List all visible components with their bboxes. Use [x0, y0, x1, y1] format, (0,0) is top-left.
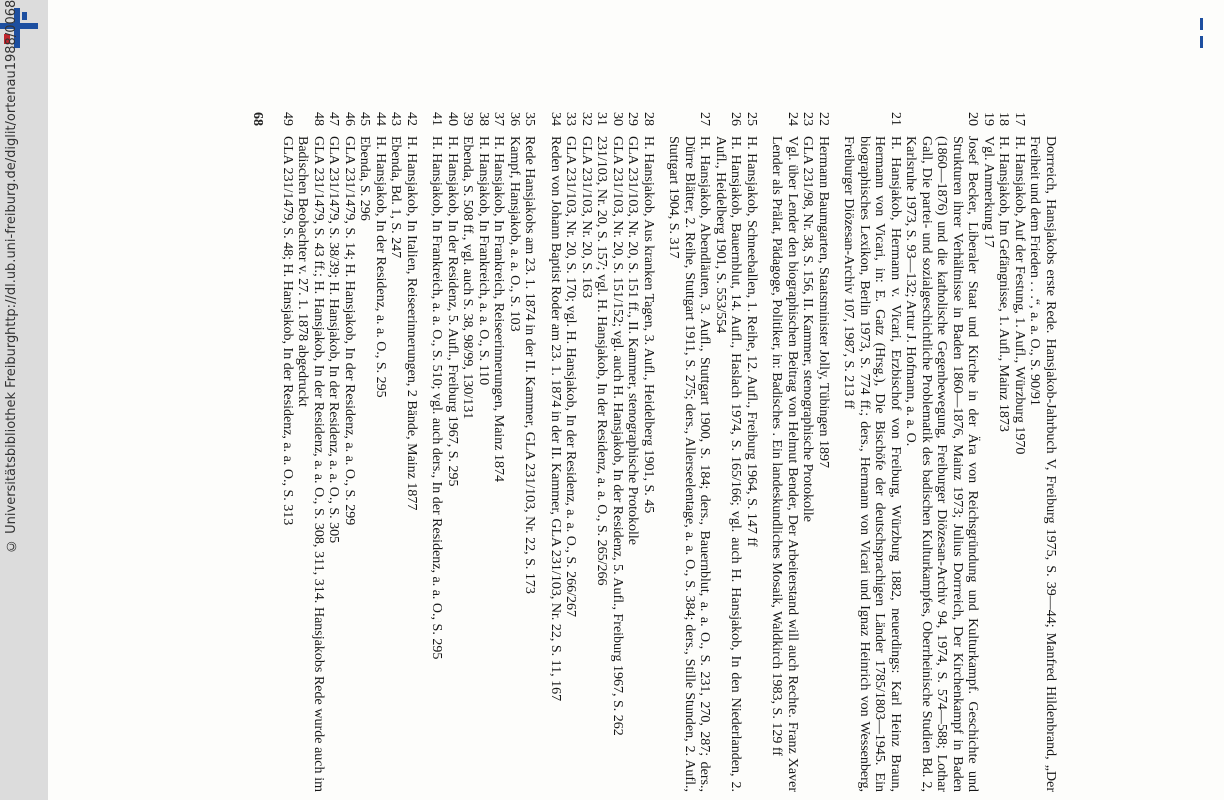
footnote-text: H. Hansjakob, Im Gefängnisse, 1. Aufl., Mainz 1873: [996, 136, 1012, 432]
footnote-number: 45: [357, 112, 373, 126]
footnote-text: GLA 231/103, Nr. 20, S. 170; vgl. H. Hansjakob, In der Residenz, a. a. O., S. 266/267: [563, 136, 579, 618]
footnote: [373, 112, 389, 792]
footnote-text: H. Hansjakob, Bauernblut, 14. Aufl., Haslach 1974, S. 165/166; vgl. auch H. Hansjakob, In den Niederlanden, 2. Aufl., Heidelberg 1901, S. 553/554: [713, 136, 744, 792]
footnote: [388, 112, 404, 792]
paragraph-gap: [538, 112, 548, 792]
footnote-text: GLA 231/1479, S. 38/39; H. Hansjakob, In der Residenz, a. a. O., S. 305: [326, 136, 342, 544]
footnote: [429, 112, 445, 792]
footnote: [1027, 112, 1058, 792]
footnote-number: 38: [476, 112, 491, 126]
scanned-page: [48, 0, 1210, 800]
footnote-number: 34: [548, 112, 563, 126]
sidebar-credits: [2, 0, 46, 800]
footnote-number: 40: [445, 112, 460, 126]
paragraph-gap: [656, 112, 666, 792]
footnote: [816, 112, 832, 792]
footnote: [445, 112, 461, 792]
footnote-text: H. Hansjakob, In der Residenz, 5. Aufl., Freiburg 1967, S. 295: [445, 136, 460, 487]
footnote-number: 26: [728, 112, 744, 126]
footnote-text: Josef Becker, Liberaler Staat und Kirche in der Ära von Reichsgründung und Kulturkampf. Geschichte und Strukturen ihrer Verhältnisse in Baden 1860—1876, Mainz 1973; Julius Dorrreich, Der Kirchenkampf in Baden (1860—1876) und die katholische Gegenbewegung, Freiburger Diözesan-Archiv 94, 1974, S. 574—588; Lothar Gall, Die partei- und sozialgeschichtliche Problematik des badischen Kulturkampfes, Oberrheinische Studien Bd. 2, Karlsruhe 1973, S. 93—132; Artur J. Hofmann, a. a. O.: [903, 136, 981, 792]
footnote-number: 19: [981, 112, 996, 126]
paragraph-gap: [759, 112, 769, 792]
footnote: [579, 112, 595, 792]
footnote-text: GLA 231/103, Nr. 20, S. 151/152; vgl. auch H. Hansjakob, In der Residenz, 5. Aufl., Freiburg 1967, S. 262: [610, 136, 625, 736]
footnote: [357, 112, 373, 792]
footnote-number: 37: [491, 112, 507, 126]
footnote-number: 33: [563, 112, 579, 126]
footnote-text: Ebenda, S. 296: [357, 136, 373, 221]
footnote-number: 44: [373, 112, 388, 126]
footnote-number: 46: [342, 112, 357, 126]
footnote-number: 17: [1012, 112, 1027, 126]
source-url[interactable]: http://dl.ub.uni-freiburg.de/diglit/ortenau1988/0068: [4, 0, 19, 336]
footnote-number: 18: [996, 112, 1012, 126]
viewer-sidebar: [0, 0, 48, 800]
footnote-number: 25: [744, 112, 759, 126]
footnote-number: 29: [625, 112, 641, 126]
footnote-number: 42: [404, 112, 419, 126]
footnote-number: 41: [429, 112, 445, 126]
footnote-text: H. Hansjakob, In Frankreich, a. a. O., S. 510; vgl. auch ders., In der Residenz, a. a. O., S. 295: [429, 136, 445, 660]
footnote: [713, 112, 744, 792]
copyright-notice: © Universitätsbibliothek Freiburg: [4, 335, 19, 554]
footnote: [342, 112, 358, 792]
footnote-text: Ebenda, Bd. 1, S. 247: [388, 136, 404, 259]
footnote-text: GLA 231/1479, S. 48; H. Hansjakob, In der Residenz, a. a. O., S. 313: [280, 136, 295, 526]
footnote-text: Reden von Johann Baptist Roder am 23. 1. 1874 in der II. Kammer, GLA 231/103, Nr. 22, S. 11, 167: [548, 136, 563, 702]
footnote-number: 28: [641, 112, 656, 126]
footnote-text: GLA 231/1479, S. 14; H. Hansjakob, In der Residenz, a. a. O., S. 299: [342, 136, 357, 526]
footnote: [460, 112, 476, 792]
footnote: [666, 112, 713, 792]
footnote: [522, 112, 538, 792]
footnote-text: H. Hansjakob, In Frankreich, Reiseerinnerungen, Mainz 1874: [491, 136, 507, 483]
footnote: [769, 112, 800, 792]
footnote-text: GLA 231/103, Nr. 20, S. 151 ff., II. Kammer, stenographische Protokolle: [625, 136, 641, 546]
page-edge-marks: [1200, 18, 1206, 54]
footnote: [548, 112, 564, 792]
footnote: [641, 112, 657, 792]
footnote: [404, 112, 420, 792]
footnote-text: Hermann Baumgarten, Staatsminister Jolly, Tübingen 1897: [816, 136, 831, 469]
footnote-text: Rede Hansjakobs am 23. 1. 1874 in der II. Kammer, GLA 231/103, Nr. 22, S. 173: [522, 136, 538, 594]
footnote-number: 20: [965, 112, 981, 126]
footnote-text: H. Hansjakob, Auf der Festung, 1. Aufl., Würzburg 1970: [1012, 136, 1027, 455]
footnote: [326, 112, 342, 792]
footnote-text: Vgl. Anmerkung 17: [981, 136, 996, 248]
footnote-number: 35: [522, 112, 538, 126]
footnote-text: Ebenda, S. 508 ff., vgl. auch S. 38, 98/99, 130/131: [460, 136, 476, 420]
footnote-text: H. Hansjakob, In Frankreich, a. a. O., S. 110: [476, 136, 491, 386]
footnote-number: 23: [800, 112, 816, 126]
footnote: [563, 112, 579, 792]
footnote: [903, 112, 981, 792]
footnote-number: 21: [888, 112, 903, 126]
footnote-text: GLA 231/98, Nr. 38, S. 156, II. Kammer, stenographische Protokolle: [800, 136, 816, 522]
footnotes-block: [250, 112, 1058, 792]
footnote-text: 231/103, Nr. 20, S. 157; vgl. H. Hansjakob, In der Residenz, a. a. O., S. 265/266: [594, 136, 610, 586]
footnote-number: 32: [579, 112, 594, 126]
footnote-number: 48: [311, 112, 326, 126]
footnote-number: 24: [785, 112, 800, 126]
footnote-text: GLA 231/1479, S. 43 ff.; H. Hansjakob, In der Residenz, a. a. O., S. 308, 311, 314. Hansjakobs Rede wurde auch im Badischen Beobachter v. 27. 1. 1878 abgedruckt: [295, 136, 326, 792]
footnote-number: 49: [280, 112, 295, 126]
footnote: [610, 112, 626, 792]
footnote: [594, 112, 610, 792]
footnote-text: H. Hansjakob, In Italien, Reiseerinnerungen, 2 Bände, Mainz 1877: [404, 136, 419, 511]
footnote-number: 27: [697, 112, 713, 126]
footnote-number: 47: [326, 112, 342, 126]
footnote-text: H. Hansjakob, Hermann v. Vicari, Erzbischof von Freiburg, Würzburg 1882, neuerdings: Karl Heinz Braun, Hermann von Vicari, in: E. Gatz (Hrsg.), Die Bischöfe der deutschsprachigen Länder 1785/1803—1945. Ein biographisches Lexikon, Berlin 1973, S. 774 ff.; ders., Hermann von Vicari und Ignaz Heinrich von Wessenberg, Freiburger Diözesan-Archiv 107, 1987, S. 213 ff: [841, 136, 903, 792]
footnote-text: Vgl. über Lender den biographischen Beitrag von Helmut Bender, Der Arbeiterstand will auch Rechte. Franz Xaver Lender als Prälat, Pädagoge, Politiker, in: Badisches . Ein landeskundliches Mosaik, Waldkirch 1983, S. 129 ff: [769, 136, 800, 792]
footnote: [507, 112, 523, 792]
footnote: [996, 112, 1012, 792]
footnote-number: 36: [507, 112, 522, 126]
footnote: [744, 112, 760, 792]
page-number: 68: [250, 112, 266, 126]
footnote: [1012, 112, 1028, 792]
footnote: [476, 112, 492, 792]
footnote-text: Kampf, Hansjakob, a. a. O., S. 103: [507, 136, 522, 332]
footnote: [841, 112, 903, 792]
paragraph-gap: [419, 112, 429, 792]
footnote-text: H. Hansjakob, Abendläuten, 3. Aufl., Stuttgart 1900, S. 184; ders., Bauernblut, a. a. O., S. 231, 270, 287; ders., Dürre Blätter, 2. Reihe, Stuttgart 1911, S. 275; ders., Allerseelentage, a. a. O., S. 384; ders., Stille Stunden, 2. Aufl., Stuttgart 1904, S. 317: [666, 136, 713, 792]
footnote-number: 39: [460, 112, 476, 126]
footnote-text: GLA 231/103, Nr. 20, S. 163: [579, 136, 594, 299]
footnote: [981, 112, 997, 792]
footnote-text: H. Hansjakob, Aus kranken Tagen, 3. Aufl., Heidelberg 1901, S. 45: [641, 136, 656, 514]
footnote-text: H. Hansjakob, Schneeballen, 1. Reihe, 12. Aufl., Freiburg 1964, S. 147 ff: [744, 136, 759, 547]
footnote-number: 31: [594, 112, 610, 126]
footnote-text: Dorrreich, Hansjakobs erste Rede. Hansjakob-Jahrbuch V, Freiburg 1975, S. 39—44; Manfred Hildenbrand, „Der Freiheit und dem Frieden . . .“, a. a. O., S. 90/91: [1027, 136, 1058, 792]
footnote: [295, 112, 326, 792]
footnote-number: 30: [610, 112, 625, 126]
footnote: [625, 112, 641, 792]
footnote: [800, 112, 816, 792]
footnote-number: 22: [816, 112, 831, 126]
footnote-text: H. Hansjakob, In der Residenz, a. a. O., S. 295: [373, 136, 388, 398]
paragraph-gap: [831, 112, 841, 792]
footnote-number: 43: [388, 112, 404, 126]
footnote: [491, 112, 507, 792]
footnote: [280, 112, 296, 792]
